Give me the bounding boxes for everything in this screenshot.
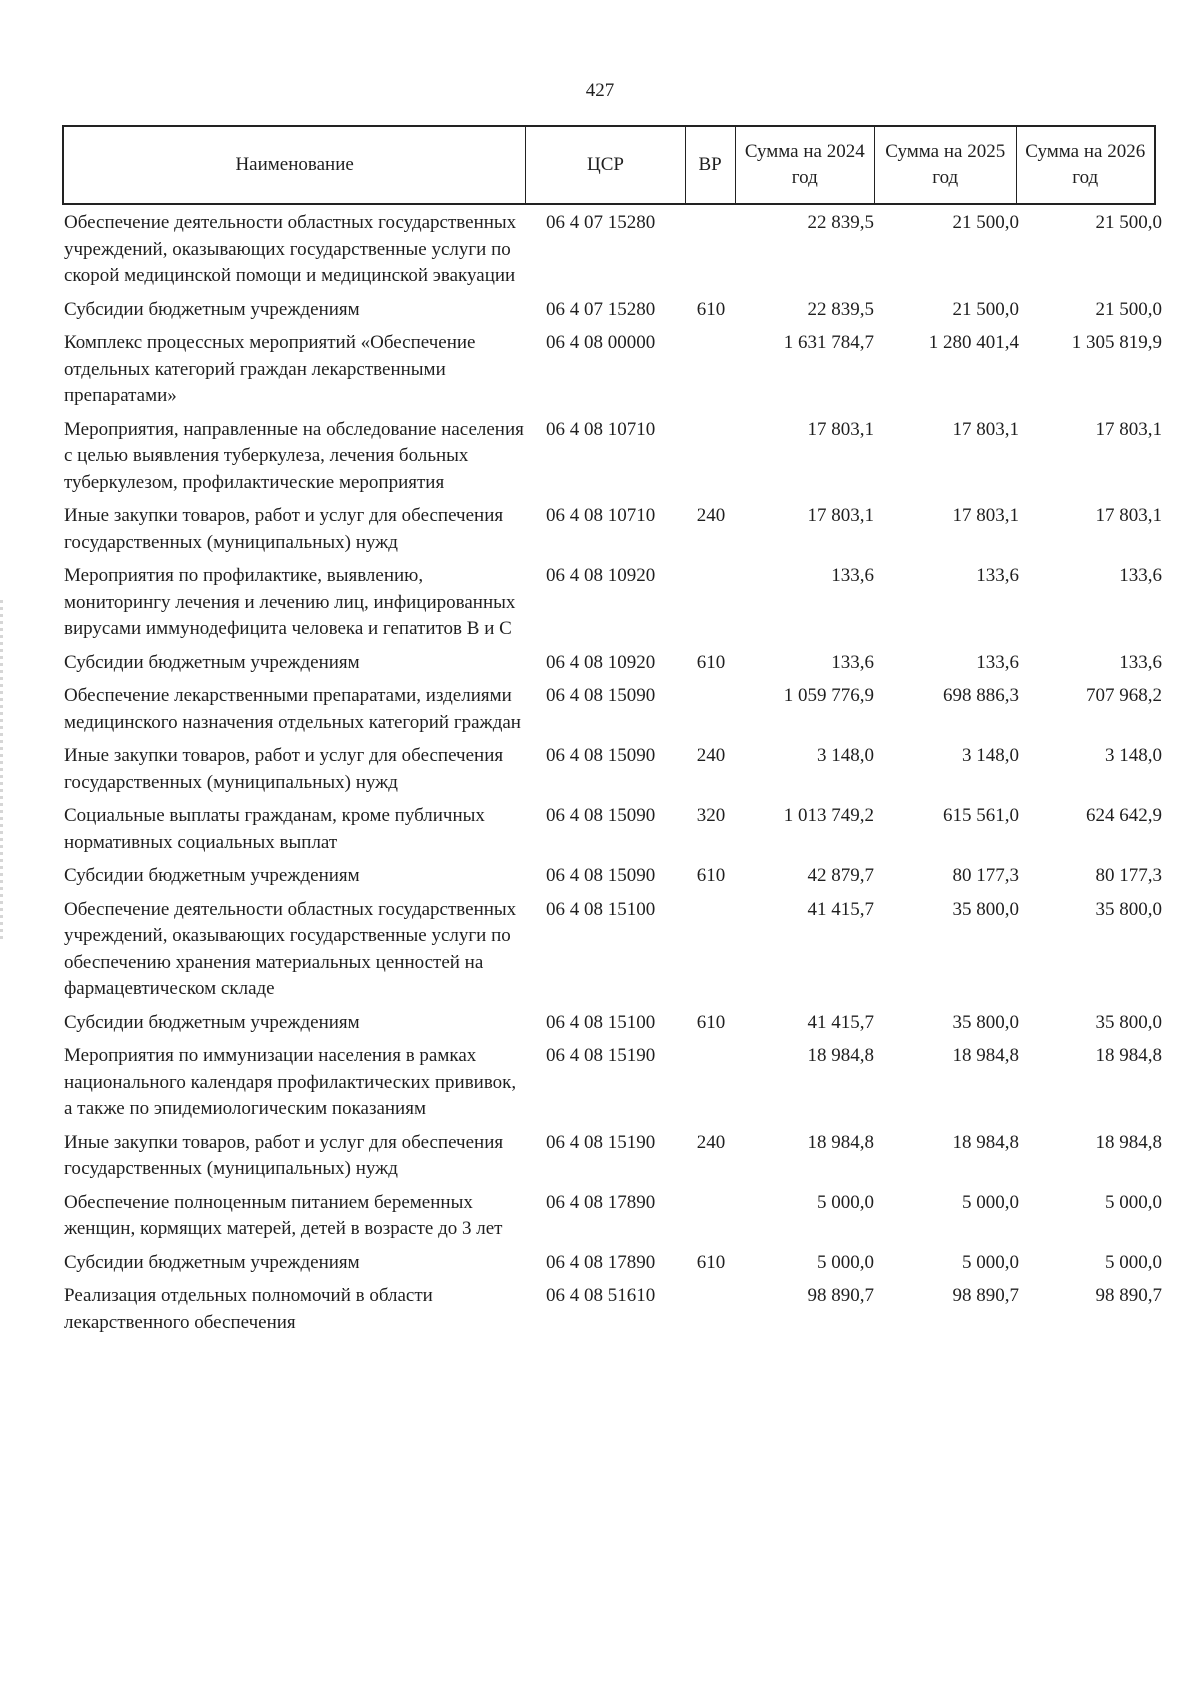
row-vr xyxy=(684,683,738,736)
row-sum-2026: 35 800,0 xyxy=(1095,898,1162,920)
row-sum-2025: 98 890,7 xyxy=(952,1285,1019,1306)
row-sum-2025: 133,6 xyxy=(976,651,1019,673)
row-name: Комплекс процессных мероприятий «Обеспечение отдельных категорий граждан лекарственными препаратами» xyxy=(64,332,476,406)
page-number: 427 xyxy=(585,80,615,101)
row-vr: 240 xyxy=(696,1131,726,1153)
row-sum-2024: 1 059 776,9 xyxy=(783,685,874,706)
row-csr: 06 4 08 15100 xyxy=(546,898,656,920)
row-name: Мероприятия по профилактике, выявлению, мониторингу лечения и лечению лиц, инфицированных вирусами иммунодефицита человека и гепатитов B и C xyxy=(64,565,516,639)
row-csr: 06 4 08 00000 xyxy=(546,332,656,353)
row-sum-2024: 5 000,0 xyxy=(817,1251,874,1273)
row-sum-2026: 80 177,3 xyxy=(1095,865,1162,886)
row-sum-2024: 41 415,7 xyxy=(807,898,874,920)
row-vr: 610 xyxy=(696,651,726,673)
row-vr xyxy=(684,210,738,290)
row-csr: 06 4 08 10710 xyxy=(546,505,656,526)
row-sum-2024: 3 148,0 xyxy=(817,745,874,766)
table-row xyxy=(64,863,1174,890)
table-row xyxy=(64,210,1174,290)
row-sum-2024: 17 803,1 xyxy=(807,418,874,440)
row-vr: 240 xyxy=(696,505,726,526)
table-row xyxy=(64,1130,1174,1183)
row-sum-2026: 18 984,8 xyxy=(1095,1131,1162,1153)
row-csr: 06 4 08 15090 xyxy=(546,685,656,706)
row-sum-2026: 707 968,2 xyxy=(1086,685,1162,706)
row-vr: 610 xyxy=(696,865,726,886)
row-sum-2024: 22 839,5 xyxy=(807,212,874,233)
table-row xyxy=(64,330,1174,410)
row-vr xyxy=(684,897,738,1003)
row-sum-2026: 5 000,0 xyxy=(1105,1191,1162,1213)
table-row xyxy=(64,503,1174,556)
row-vr xyxy=(684,330,738,410)
row-sum-2026: 17 803,1 xyxy=(1095,418,1162,440)
row-vr: 610 xyxy=(696,298,726,320)
row-name: Субсидии бюджетным учреждениям xyxy=(64,298,360,320)
row-csr: 06 4 08 17890 xyxy=(546,1191,656,1213)
row-sum-2024: 42 879,7 xyxy=(807,865,874,886)
row-vr: 240 xyxy=(696,745,726,766)
row-sum-2024: 1 631 784,7 xyxy=(783,332,874,353)
row-sum-2025: 17 803,1 xyxy=(952,505,1019,526)
row-csr: 06 4 08 10710 xyxy=(546,418,656,440)
header-csr: ЦСР xyxy=(526,127,685,203)
scan-artifact xyxy=(0,600,3,940)
row-csr: 06 4 08 15190 xyxy=(546,1131,656,1153)
row-csr: 06 4 08 17890 xyxy=(546,1251,656,1273)
table-row xyxy=(64,563,1174,643)
row-sum-2026: 98 890,7 xyxy=(1095,1285,1162,1306)
header-name: Наименование xyxy=(64,127,526,203)
row-name: Обеспечение деятельности областных государственных учреждений, оказывающих государственные услуги по обеспечению хранения материальных ценностей на фармацевтическом складе xyxy=(64,898,517,999)
row-csr: 06 4 07 15280 xyxy=(546,212,656,233)
row-sum-2024: 22 839,5 xyxy=(807,298,874,320)
row-sum-2025: 3 148,0 xyxy=(962,745,1019,766)
row-sum-2026: 133,6 xyxy=(1119,565,1162,586)
table-row xyxy=(64,650,1174,677)
row-sum-2026: 21 500,0 xyxy=(1095,212,1162,233)
table-row xyxy=(64,897,1174,1003)
table-row xyxy=(64,1043,1174,1123)
row-name: Иные закупки товаров, работ и услуг для обеспечения государственных (муниципальных) нужд xyxy=(64,1131,504,1179)
row-csr: 06 4 08 15090 xyxy=(546,865,656,886)
row-name: Обеспечение деятельности областных государственных учреждений, оказывающих государственные услуги по скорой медицинской помощи и медицинской эвакуации xyxy=(64,212,517,286)
row-name: Иные закупки товаров, работ и услуг для обеспечения государственных (муниципальных) нужд xyxy=(64,505,504,553)
row-sum-2025: 21 500,0 xyxy=(952,298,1019,320)
header-vr: ВР xyxy=(686,127,736,203)
row-sum-2024: 5 000,0 xyxy=(817,1191,874,1213)
row-sum-2026: 624 642,9 xyxy=(1086,805,1162,826)
table-row xyxy=(64,417,1174,497)
row-name: Социальные выплаты гражданам, кроме публичных нормативных социальных выплат xyxy=(64,805,485,853)
row-vr xyxy=(684,1283,738,1336)
table-header xyxy=(62,125,1156,205)
row-sum-2025: 698 886,3 xyxy=(943,685,1019,706)
header-sum-2025: Сумма на 2025 год xyxy=(875,127,1016,203)
row-sum-2024: 17 803,1 xyxy=(807,505,874,526)
row-name: Иные закупки товаров, работ и услуг для обеспечения государственных (муниципальных) нужд xyxy=(64,745,504,793)
row-vr xyxy=(684,1190,738,1243)
row-sum-2026: 1 305 819,9 xyxy=(1071,332,1162,353)
table-row xyxy=(64,1190,1174,1243)
row-csr: 06 4 08 15190 xyxy=(546,1045,656,1066)
header-sum-2026: Сумма на 2026 год xyxy=(1025,141,1146,188)
row-sum-2025: 1 280 401,4 xyxy=(928,332,1019,353)
table-row xyxy=(64,1250,1174,1277)
row-vr xyxy=(684,1043,738,1123)
row-csr: 06 4 08 10920 xyxy=(546,565,656,586)
table-body xyxy=(64,210,1174,1343)
row-csr: 06 4 08 10920 xyxy=(546,651,656,673)
row-sum-2026: 5 000,0 xyxy=(1105,1251,1162,1273)
row-sum-2024: 41 415,7 xyxy=(807,1011,874,1033)
row-name: Обеспечение полноценным питанием беременных женщин, кормящих матерей, детей в возрасте до 3 лет xyxy=(64,1191,503,1239)
table-row xyxy=(64,683,1174,736)
row-sum-2025: 35 800,0 xyxy=(952,1011,1019,1033)
header-sum-2024: Сумма на 2024 год xyxy=(736,127,875,203)
row-sum-2025: 5 000,0 xyxy=(962,1251,1019,1273)
row-sum-2025: 18 984,8 xyxy=(952,1131,1019,1153)
row-sum-2026: 18 984,8 xyxy=(1095,1045,1162,1066)
row-vr xyxy=(684,563,738,643)
row-sum-2025: 35 800,0 xyxy=(952,898,1019,920)
row-name: Обеспечение лекарственными препаратами, изделиями медицинского назначения отдельных категорий граждан xyxy=(64,685,521,733)
row-sum-2024: 18 984,8 xyxy=(807,1045,874,1066)
row-vr: 610 xyxy=(696,1251,726,1273)
row-csr: 06 4 08 51610 xyxy=(546,1285,656,1306)
row-sum-2024: 1 013 749,2 xyxy=(783,805,874,826)
row-sum-2025: 80 177,3 xyxy=(952,865,1019,886)
row-sum-2026: 21 500,0 xyxy=(1095,298,1162,320)
row-name: Субсидии бюджетным учреждениям xyxy=(64,1011,360,1033)
row-sum-2026: 3 148,0 xyxy=(1105,745,1162,766)
row-sum-2024: 133,6 xyxy=(831,651,874,673)
row-sum-2025: 17 803,1 xyxy=(952,418,1019,440)
row-csr: 06 4 07 15280 xyxy=(546,298,656,320)
table-row xyxy=(64,297,1174,324)
row-sum-2026: 133,6 xyxy=(1119,651,1162,673)
table-row xyxy=(64,1010,1174,1037)
row-vr: 610 xyxy=(696,1011,726,1033)
row-sum-2024: 18 984,8 xyxy=(807,1131,874,1153)
row-name: Субсидии бюджетным учреждениям xyxy=(64,651,360,673)
row-name: Мероприятия, направленные на обследование населения с целью выявления туберкулеза, лечения больных туберкулезом, профилактические мероприятия xyxy=(64,418,524,493)
row-sum-2024: 133,6 xyxy=(831,565,874,586)
table-row xyxy=(64,1283,1174,1336)
row-name: Реализация отдельных полномочий в области лекарственного обеспечения xyxy=(64,1285,433,1333)
row-sum-2026: 17 803,1 xyxy=(1095,505,1162,526)
row-vr xyxy=(684,417,738,497)
row-sum-2025: 133,6 xyxy=(976,565,1019,586)
row-sum-2026: 35 800,0 xyxy=(1095,1011,1162,1033)
row-sum-2025: 21 500,0 xyxy=(952,212,1019,233)
row-csr: 06 4 08 15100 xyxy=(546,1011,656,1033)
row-sum-2024: 98 890,7 xyxy=(807,1285,874,1306)
table-row xyxy=(64,743,1174,796)
table-row xyxy=(64,803,1174,856)
row-name: Субсидии бюджетным учреждениям xyxy=(64,865,360,886)
row-name: Мероприятия по иммунизации населения в рамках национального календаря профилактических прививок, а также по эпидемиологическим показаниям xyxy=(64,1045,517,1119)
row-name: Субсидии бюджетным учреждениям xyxy=(64,1251,360,1273)
row-vr: 320 xyxy=(696,805,726,826)
row-sum-2025: 615 561,0 xyxy=(943,805,1019,826)
row-csr: 06 4 08 15090 xyxy=(546,805,656,826)
row-sum-2025: 18 984,8 xyxy=(952,1045,1019,1066)
row-sum-2025: 5 000,0 xyxy=(962,1191,1019,1213)
row-csr: 06 4 08 15090 xyxy=(546,745,656,766)
